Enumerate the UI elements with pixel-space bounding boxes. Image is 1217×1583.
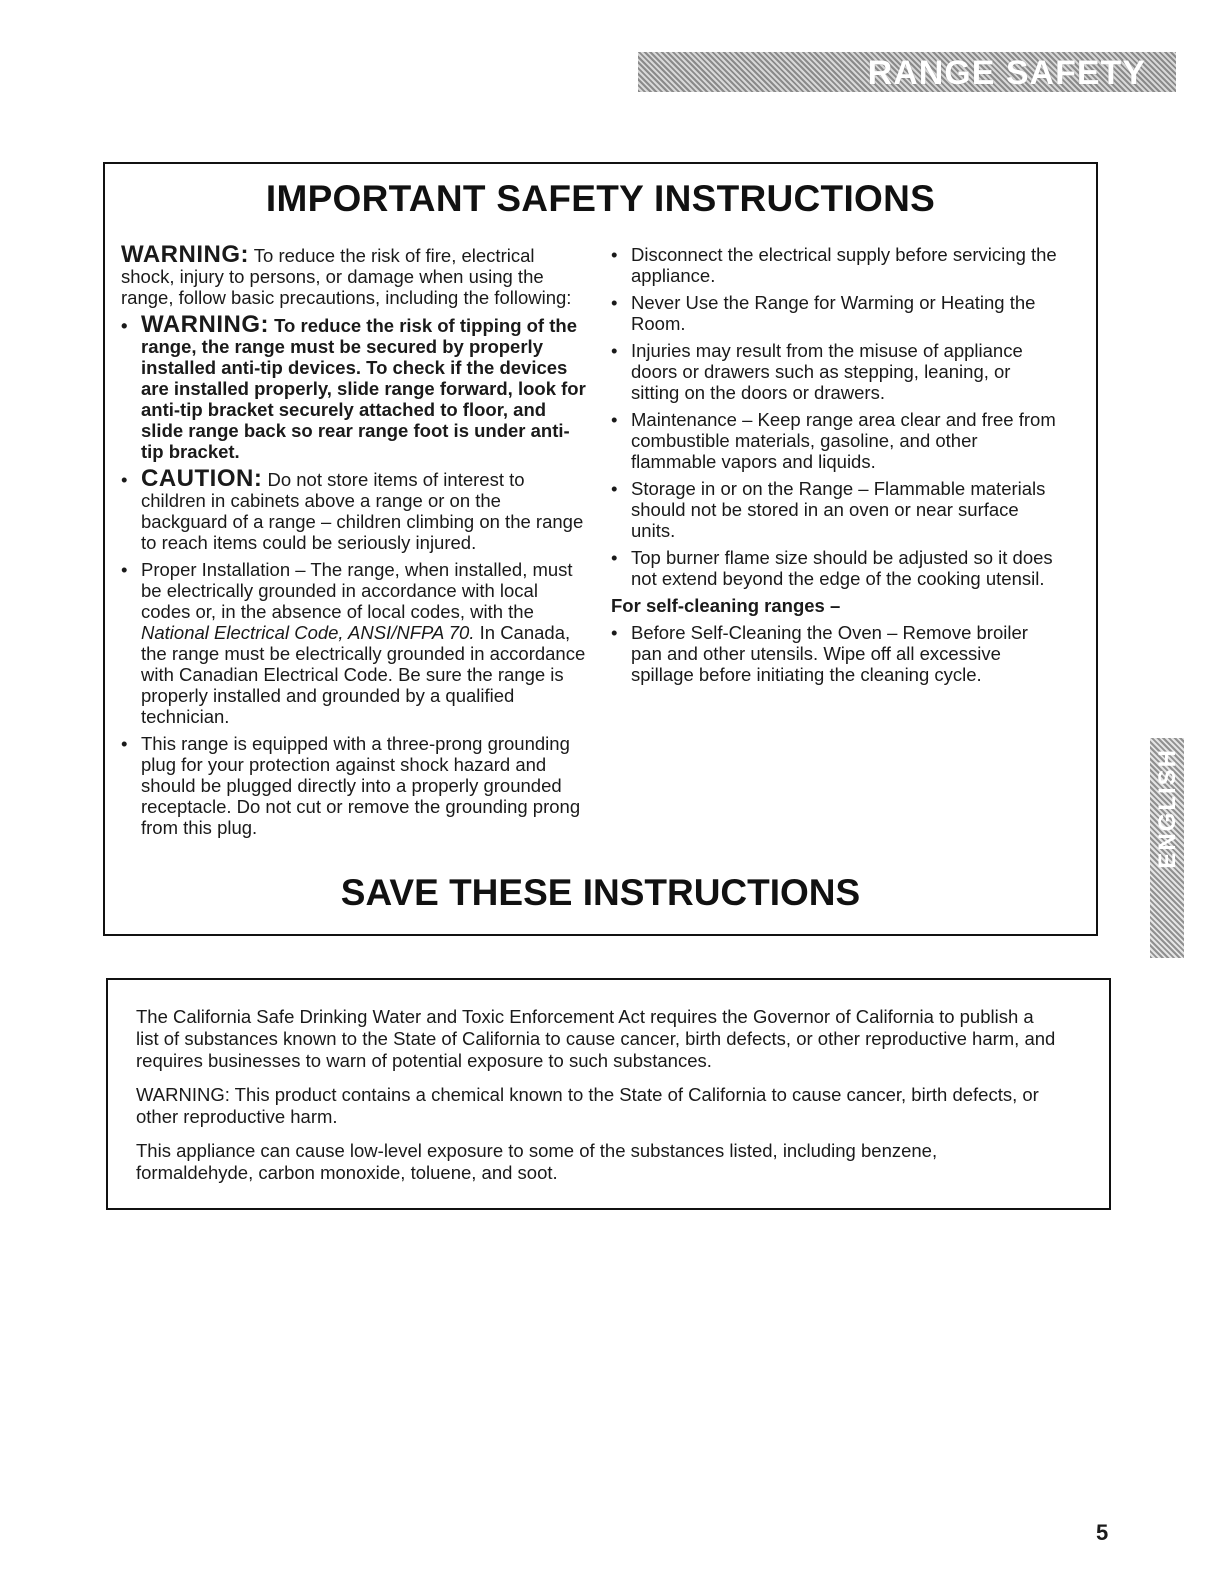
bullet-icon: • (121, 559, 128, 580)
page-number: 5 (1096, 1520, 1109, 1545)
list-item (611, 244, 1061, 286)
bullet-icon: • (611, 409, 618, 430)
section-banner-label: RANGE SAFETY (867, 54, 1146, 92)
list-item (611, 409, 1061, 472)
prop65-paragraph-3: This appliance can cause low-level exposure to some of the substances listed, including benzene, formaldehyde, carbon monoxide, toluene, and soot. (136, 1140, 938, 1183)
tip-warning-label: WARNING: (141, 311, 269, 338)
caution-label: CAUTION: (141, 465, 263, 492)
list-item (611, 292, 1061, 334)
bullet-icon: • (611, 292, 618, 313)
intro-warning-label: WARNING: (121, 241, 249, 268)
disconnect-text: Disconnect the electrical supply before servicing the appliance. (631, 244, 1057, 286)
section-banner (638, 52, 1176, 92)
list-item (611, 340, 1061, 403)
bullet-icon: • (611, 244, 618, 265)
prop65-paragraph-2: WARNING: This product contains a chemical known to the State of California to cause cancer, birth defects, or other reproductive harm. (136, 1084, 1039, 1127)
safety-instructions-box (103, 162, 1098, 936)
installation-code-reference: National Electrical Code, ANSI/NFPA 70. (141, 622, 475, 643)
intro-warning-text: To reduce the risk of fire, electrical shock, injury to persons, or damage when using the range, follow basic precautions, including the following: (121, 245, 572, 308)
bullet-icon: • (611, 478, 618, 499)
bullet-icon: • (121, 733, 128, 754)
installation-item (121, 559, 591, 727)
bullet-icon: • (611, 547, 618, 568)
list-item (611, 622, 1061, 685)
tip-warning-item (121, 311, 591, 462)
injuries-text: Injuries may result from the misuse of appliance doors or drawers such as stepping, leaning, or sitting on the doors or drawers. (631, 340, 1023, 403)
no-heating-text: Never Use the Range for Warming or Heating the Room. (631, 292, 1036, 334)
tip-warning-text: To reduce the risk of tipping of the range, the range must be secured by properly installed anti-tip devices. To check if the devices are installed properly, slide range forward, look for anti-tip bracket securely attached to floor, and slide range back so rear range foot is under anti-tip bracket. (141, 315, 586, 462)
bullet-icon: • (611, 340, 618, 361)
installation-text-pre: Proper Installation – The range, when installed, must be electrically grounded in accordance with local codes or, in the absence of local codes, with the (141, 559, 573, 622)
grounding-plug-item (121, 733, 591, 838)
language-side-tab-label: ENGLISH (1154, 748, 1181, 869)
safety-title: IMPORTANT SAFETY INSTRUCTIONS (265, 178, 936, 219)
burner-flame-text: Top burner flame size should be adjusted so it does not extend beyond the edge of the cooking utensil. (631, 547, 1053, 589)
right-column (611, 244, 1061, 691)
storage-text: Storage in or on the Range – Flammable materials should not be stored in an oven or near surface units. (631, 478, 1046, 541)
grounding-plug-text: This range is equipped with a three-prong grounding plug for your protection against shock hazard and should be plugged directly into a properly grounded receptacle. Do not cut or remove the grounding prong from this plug. (141, 733, 581, 838)
bullet-icon: • (121, 469, 128, 490)
caution-item (121, 465, 591, 553)
bullet-icon: • (611, 622, 618, 643)
list-item (611, 478, 1061, 541)
maintenance-text: Maintenance – Keep range area clear and free from combustible materials, gasoline, and other flammable vapors and liquids. (631, 409, 1056, 472)
language-side-tab (1150, 738, 1184, 958)
self-cleaning-heading: For self-cleaning ranges – (611, 595, 841, 616)
caution-text: Do not store items of interest to children in cabinets above a range or on the backguard of a range – children climbing on the range to reach items could be seriously injured. (141, 469, 584, 553)
prop65-paragraph-1: The California Safe Drinking Water and Toxic Enforcement Act requires the Governor of California to publish a list of substances known to the State of California to cause cancer, birth defects, or other reproductive harm, and requires businesses to warn of potential exposure to such substances. (136, 1006, 1056, 1071)
bullet-icon: • (121, 315, 128, 336)
list-item (611, 547, 1061, 589)
installation-text-post: In Canada, the range must be electrically grounded in accordance with Canadian Electrical Code. Be sure the range is properly installed and grounded by a qualified technician. (141, 622, 586, 727)
intro-warning (121, 241, 591, 308)
save-instructions-title: SAVE THESE INSTRUCTIONS (340, 872, 861, 913)
left-column (121, 241, 591, 844)
prop65-notice-box (106, 978, 1111, 1210)
self-cleaning-text: Before Self-Cleaning the Oven – Remove broiler pan and other utensils. Wipe off all excessive spillage before initiating the cleaning cycle. (631, 622, 1028, 685)
